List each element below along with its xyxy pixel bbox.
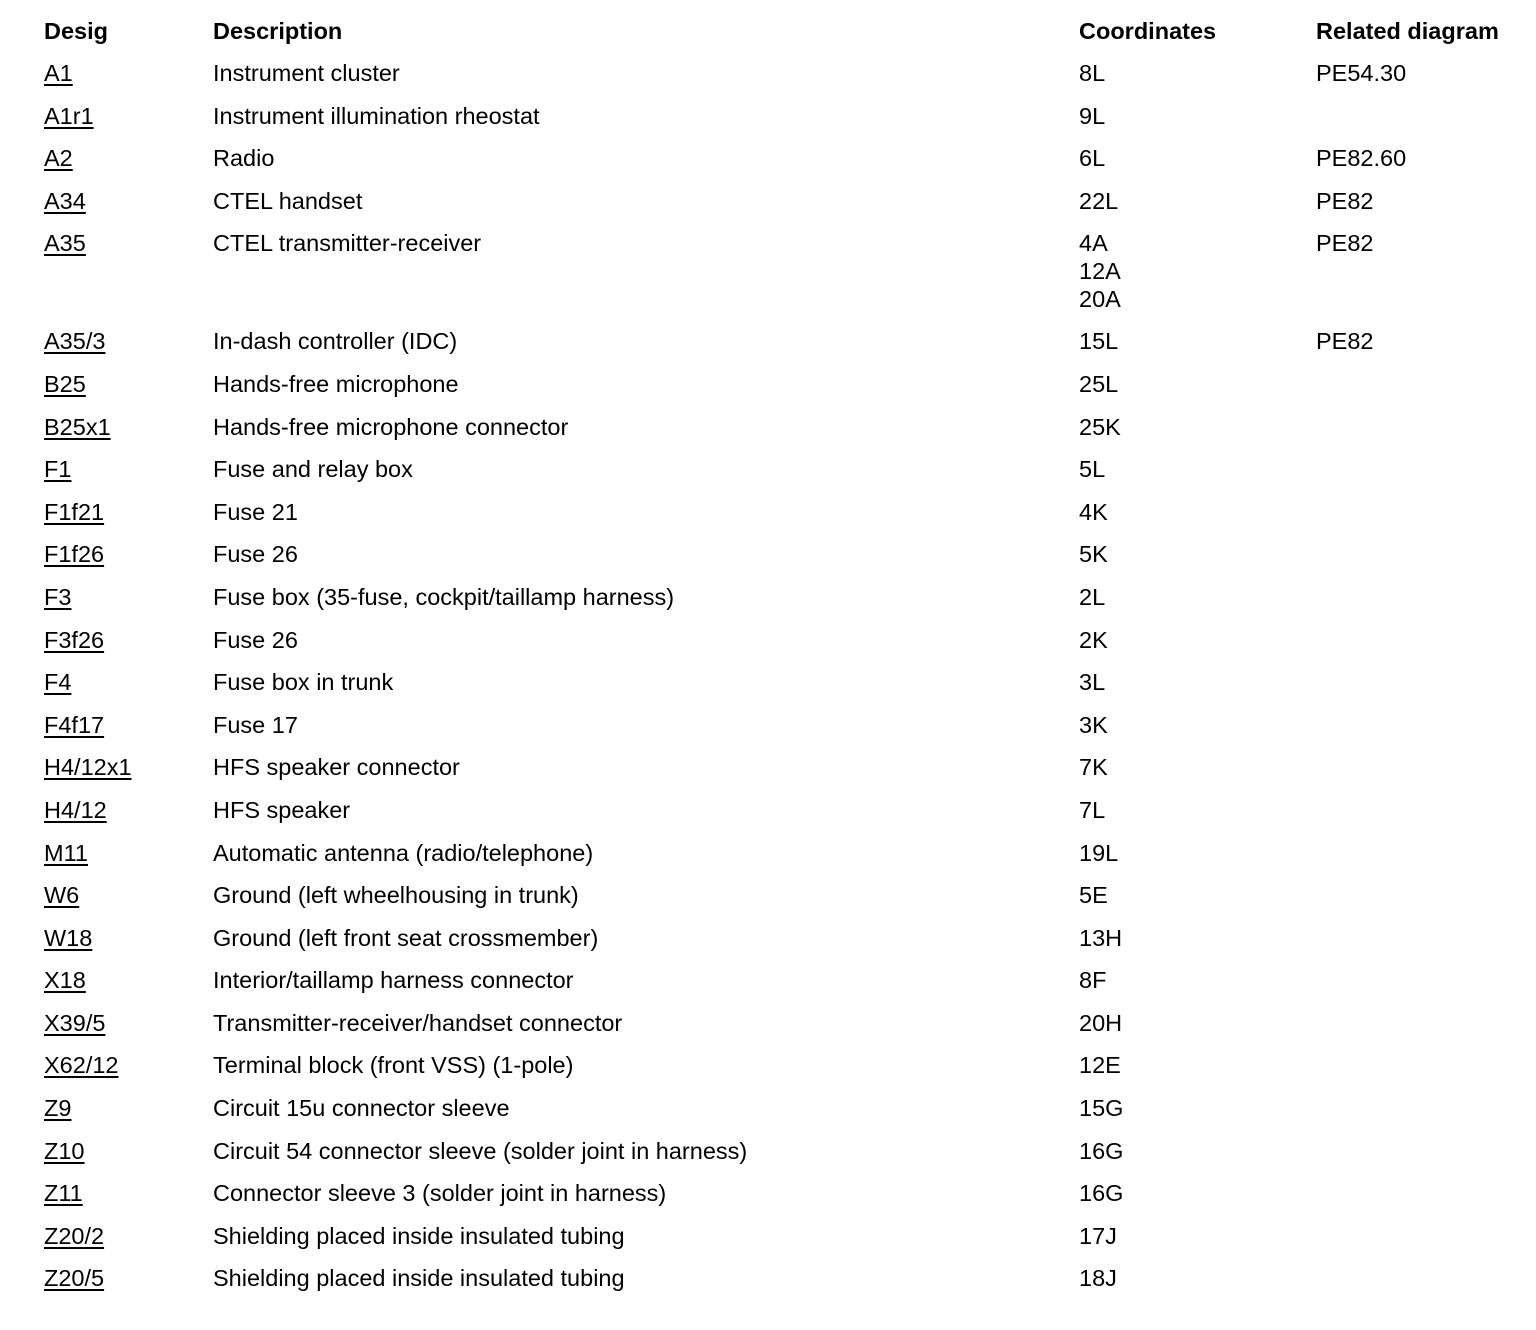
header-coordinates: Coordinates <box>1079 18 1217 44</box>
coordinates-cell <box>1079 753 1108 781</box>
coordinate-value: 16G <box>1079 1137 1124 1164</box>
desig-link[interactable]: X62/12 <box>44 1052 119 1079</box>
table-row <box>0 1222 1536 1265</box>
coordinate-value: 4A <box>1079 230 1108 257</box>
coordinate-value: 13H <box>1079 924 1123 951</box>
coordinate-value: 5L <box>1079 456 1106 483</box>
coordinate-value: 4K <box>1079 498 1108 525</box>
desig-link[interactable]: B25 <box>44 370 86 397</box>
desig-link[interactable]: W6 <box>44 882 80 909</box>
table-row <box>0 1137 1536 1180</box>
description-cell: Interior/taillamp harness connector <box>213 967 574 994</box>
desig-link[interactable]: B25x1 <box>44 413 111 440</box>
desig-link[interactable]: M11 <box>44 839 88 866</box>
table-row <box>0 966 1536 1009</box>
description-cell: Fuse and relay box <box>213 456 413 483</box>
description-cell: Transmitter-receiver/handset connector <box>213 1009 623 1036</box>
coordinates-cell <box>1079 498 1108 526</box>
desig-link[interactable]: Z11 <box>44 1180 83 1207</box>
desig-link[interactable]: Z9 <box>44 1095 72 1122</box>
coordinates-cell <box>1079 1051 1121 1079</box>
description-cell: Circuit 54 connector sleeve (solder joint in harness) <box>213 1137 748 1164</box>
coordinates-cell <box>1079 102 1105 130</box>
related-diagram-cell: PE82 <box>1316 187 1374 214</box>
coordinate-value: 12E <box>1079 1052 1121 1079</box>
description-cell: HFS speaker <box>213 796 351 823</box>
desig-link[interactable]: A2 <box>44 145 73 172</box>
table-row <box>0 498 1536 541</box>
table-row <box>0 102 1536 145</box>
description-cell: CTEL transmitter-receiver <box>213 230 482 257</box>
coordinates-cell <box>1079 144 1105 172</box>
table-row <box>0 370 1536 413</box>
desig-cell <box>44 881 79 909</box>
table-row <box>0 1264 1536 1307</box>
coordinates-cell <box>1079 187 1118 215</box>
table-row <box>0 583 1536 626</box>
coordinate-value: 8L <box>1079 60 1106 86</box>
description-cell: Hands-free microphone <box>213 370 459 397</box>
related-diagram-cell: PE82 <box>1316 328 1374 355</box>
desig-link[interactable]: H4/12x1 <box>44 754 132 781</box>
description-cell: Radio <box>213 145 275 172</box>
desig-cell <box>44 839 88 867</box>
table-row <box>0 229 1536 327</box>
desig-cell <box>44 413 111 441</box>
desig-link[interactable]: A1r1 <box>44 102 94 129</box>
description-cell: Fuse 21 <box>213 498 298 525</box>
related-diagram-cell: PE82.60 <box>1316 145 1407 172</box>
desig-cell <box>44 711 104 739</box>
table-row <box>0 455 1536 498</box>
table-row <box>0 796 1536 839</box>
description-cell: Fuse box (35-fuse, cockpit/taillamp harness) <box>213 583 675 610</box>
desig-cell <box>44 498 104 526</box>
desig-cell <box>44 144 73 172</box>
coordinates-cell <box>1079 229 1121 313</box>
table-row <box>0 59 1536 102</box>
desig-link[interactable]: A35/3 <box>44 328 106 355</box>
desig-link[interactable]: F1f26 <box>44 541 105 568</box>
desig-link[interactable]: Z10 <box>44 1137 85 1164</box>
coordinate-value: 20A <box>1079 286 1121 313</box>
coordinate-value: 17J <box>1079 1222 1117 1249</box>
coordinate-value: 2L <box>1079 583 1106 610</box>
desig-cell <box>44 753 132 781</box>
coordinates-cell <box>1079 583 1105 611</box>
table-header-row <box>0 17 1536 59</box>
coordinates-cell <box>1079 1222 1117 1250</box>
coordinates-cell <box>1079 1137 1123 1165</box>
description-cell: Fuse box in trunk <box>213 669 394 696</box>
desig-cell <box>44 1264 104 1292</box>
header-description: Description <box>213 18 343 44</box>
coordinates-cell <box>1079 1179 1123 1207</box>
coordinates-cell <box>1079 370 1118 398</box>
coordinate-value: 15G <box>1079 1095 1124 1122</box>
desig-cell <box>44 1009 105 1037</box>
description-cell: In-dash controller (IDC) <box>213 328 458 355</box>
desig-link[interactable]: F1f21 <box>44 498 105 525</box>
coordinate-value: 25L <box>1079 370 1119 397</box>
table-row <box>0 413 1536 456</box>
desig-link[interactable]: A34 <box>44 187 86 214</box>
desig-cell <box>44 1094 71 1122</box>
description-cell: CTEL handset <box>213 187 363 214</box>
desig-link[interactable]: W18 <box>44 924 93 951</box>
description-cell: Circuit 15u connector sleeve <box>213 1095 510 1122</box>
table-row <box>0 924 1536 967</box>
coordinate-value: 18J <box>1079 1265 1117 1292</box>
table-row <box>0 1051 1536 1094</box>
coordinates-cell <box>1079 881 1108 909</box>
coordinate-value: 25K <box>1079 413 1121 440</box>
description-cell: Automatic antenna (radio/telephone) <box>213 839 594 866</box>
coordinate-value: 3L <box>1079 669 1106 696</box>
desig-link[interactable]: X18 <box>44 967 86 994</box>
description-cell: Instrument cluster <box>213 60 400 86</box>
desig-link[interactable]: A1 <box>44 60 73 86</box>
desig-link[interactable]: A35 <box>44 230 86 257</box>
desig-link[interactable]: X39/5 <box>44 1009 106 1036</box>
coordinate-value: 3K <box>1079 711 1108 738</box>
coordinate-value: 7K <box>1079 754 1108 781</box>
coordinate-value: 9L <box>1079 102 1106 129</box>
header-desig: Desig <box>44 18 108 44</box>
coordinate-value: 15L <box>1079 328 1119 355</box>
coordinates-cell <box>1079 455 1105 483</box>
coordinate-value: 22L <box>1079 187 1119 214</box>
description-cell: Ground (left front seat crossmember) <box>213 924 599 951</box>
header-related-diagram: Related diagram <box>1316 18 1499 44</box>
coordinates-cell <box>1079 1094 1123 1122</box>
desig-cell <box>44 327 105 355</box>
coordinate-value: 8F <box>1079 967 1107 994</box>
coordinates-cell <box>1079 413 1121 441</box>
table-row <box>0 881 1536 924</box>
table-row <box>0 626 1536 669</box>
desig-link[interactable]: F3f26 <box>44 626 105 653</box>
desig-cell <box>44 1137 85 1165</box>
desig-cell <box>44 455 71 483</box>
desig-link[interactable]: F1 <box>44 456 72 483</box>
desig-cell <box>44 540 104 568</box>
coordinates-cell <box>1079 540 1108 568</box>
related-diagram-cell: PE82 <box>1316 230 1374 257</box>
coordinate-value: 12A <box>1079 258 1121 285</box>
description-cell: Fuse 26 <box>213 541 298 568</box>
desig-cell <box>44 1222 104 1250</box>
coordinates-cell <box>1079 626 1108 654</box>
description-cell: Terminal block (front VSS) (1-pole) <box>213 1052 574 1079</box>
table-row <box>0 711 1536 754</box>
table-row <box>0 187 1536 230</box>
desig-cell <box>44 1051 118 1079</box>
description-cell: Fuse 17 <box>213 711 298 738</box>
desig-cell <box>44 59 73 87</box>
desig-link[interactable]: F4 <box>44 669 72 696</box>
coordinate-value: 5E <box>1079 882 1108 909</box>
desig-link[interactable]: F4f17 <box>44 711 105 738</box>
coordinate-value: 19L <box>1079 839 1119 866</box>
table-row <box>0 1009 1536 1052</box>
desig-link[interactable]: Z20/5 <box>44 1265 105 1292</box>
description-cell: Shielding placed inside insulated tubing <box>213 1265 625 1292</box>
desig-cell <box>44 626 104 654</box>
description-cell: Hands-free microphone connector <box>213 413 569 440</box>
table-row <box>0 540 1536 583</box>
table-row <box>0 1179 1536 1222</box>
table-row <box>0 668 1536 711</box>
desig-cell <box>44 370 86 398</box>
coordinates-cell <box>1079 327 1118 355</box>
coordinates-cell <box>1079 59 1105 87</box>
description-cell: HFS speaker connector <box>213 754 460 781</box>
desig-cell <box>44 668 71 696</box>
coordinate-value: 20H <box>1079 1009 1123 1036</box>
coordinates-cell <box>1079 668 1105 696</box>
coordinates-cell <box>1079 924 1122 952</box>
coordinates-cell <box>1079 1264 1117 1292</box>
desig-link[interactable]: H4/12 <box>44 796 107 823</box>
table-row <box>0 144 1536 187</box>
coordinates-cell <box>1079 796 1105 824</box>
table-row <box>0 1094 1536 1137</box>
description-cell: Connector sleeve 3 (solder joint in harness) <box>213 1180 667 1207</box>
desig-link[interactable]: Z20/2 <box>44 1222 105 1249</box>
related-diagram-cell: PE54.30 <box>1316 60 1407 86</box>
desig-cell <box>44 796 107 824</box>
coordinates-cell <box>1079 711 1108 739</box>
desig-cell <box>44 102 94 130</box>
table-row <box>0 839 1536 882</box>
description-cell: Fuse 26 <box>213 626 298 653</box>
coordinate-value: 2K <box>1079 626 1108 653</box>
coordinate-value: 7L <box>1079 796 1106 823</box>
desig-cell <box>44 229 86 257</box>
desig-cell <box>44 187 86 215</box>
description-cell: Instrument illumination rheostat <box>213 102 540 129</box>
table-body <box>0 59 1536 1307</box>
coordinate-value: 5K <box>1079 541 1108 568</box>
coordinate-value: 6L <box>1079 145 1106 172</box>
desig-cell <box>44 583 71 611</box>
desig-cell <box>44 1179 83 1207</box>
coordinates-cell <box>1079 1009 1122 1037</box>
desig-link[interactable]: F3 <box>44 583 72 610</box>
table-row <box>0 753 1536 796</box>
coordinate-value: 16G <box>1079 1180 1124 1207</box>
coordinates-cell <box>1079 839 1118 867</box>
description-cell: Shielding placed inside insulated tubing <box>213 1222 625 1249</box>
description-cell: Ground (left wheelhousing in trunk) <box>213 882 579 909</box>
desig-cell <box>44 924 92 952</box>
table-row <box>0 327 1536 370</box>
desig-cell <box>44 966 86 994</box>
coordinates-cell <box>1079 966 1106 994</box>
